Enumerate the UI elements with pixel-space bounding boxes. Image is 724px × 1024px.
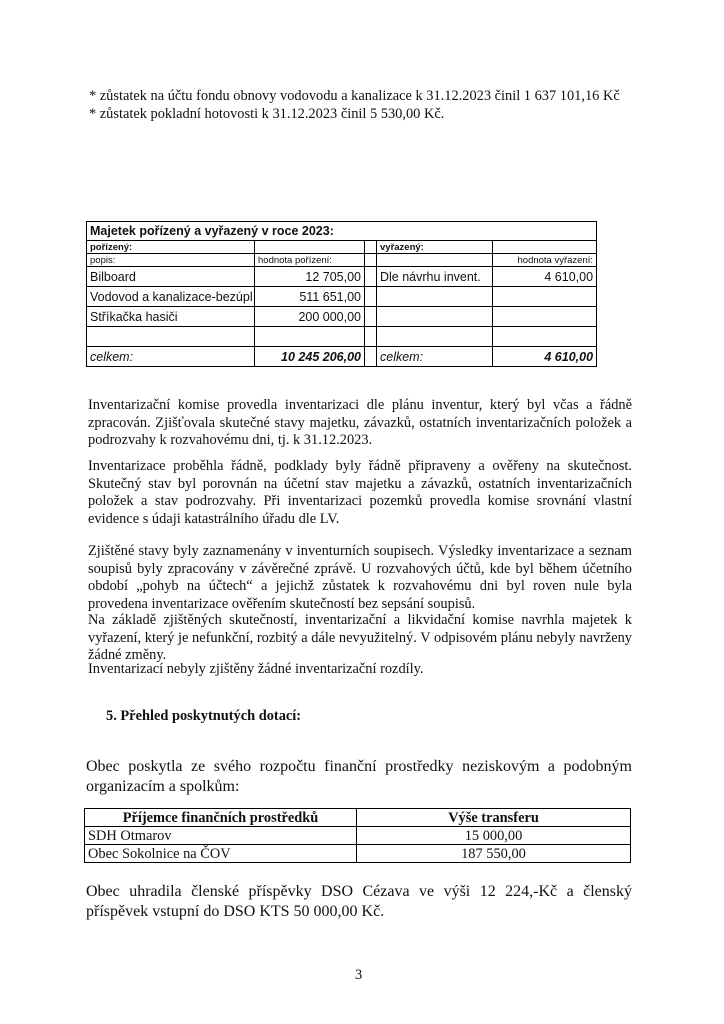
total-acquired: 10 245 206,00 bbox=[255, 347, 365, 367]
row-disp-value: 4 610,00 bbox=[493, 267, 597, 287]
asset-table-group-row bbox=[87, 241, 597, 254]
row-disp-desc bbox=[377, 307, 493, 327]
total-label: celkem: bbox=[87, 347, 255, 367]
acquired-label: pořízený: bbox=[87, 241, 255, 254]
col-amount-header: Výše transferu bbox=[357, 809, 631, 827]
row-value: 200 000,00 bbox=[255, 307, 365, 327]
row-value: 12 705,00 bbox=[255, 267, 365, 287]
table-row bbox=[87, 307, 597, 327]
asset-table-title-row bbox=[87, 222, 597, 241]
paragraph-inventory-result: Inventarizace proběhla řádně, podklady byly řádně připraveny a ověřeny na skutečnost. Skutečný stav byl porovnán na účetní stav majetku a závazků, ostatních inventarizačních položek a stav podrozvahy. Při inventarizaci pozemků provedla komise srovnání vlastní evidence s údaji katastrálního úřadu dle LV. bbox=[88, 458, 632, 527]
paragraph-disposal-proposal: Na základě zjištěných skutečností, inventarizační a likvidační komise navrhla majetek k vyřazení, který je nefunkční, rozbitý a dále nevyužitelný. V odpisovém plánu nebyly navrženy žádné změny. bbox=[88, 612, 632, 663]
row-disp-value bbox=[493, 287, 597, 307]
grant-recipient: Obec Sokolnice na ČOV bbox=[85, 845, 357, 863]
asset-table-title: Majetek pořízený a vyřazený v roce 2023: bbox=[87, 222, 597, 241]
table-row bbox=[85, 827, 631, 845]
row-disp-desc bbox=[377, 287, 493, 307]
row-desc: Vodovod a kanalizace-bezúpl bbox=[87, 287, 255, 307]
grants-table-header bbox=[85, 809, 631, 827]
section-5-heading: 5. Přehled poskytnutých dotací: bbox=[106, 708, 302, 724]
asset-table-total-row bbox=[87, 347, 597, 367]
row-desc: Bilboard bbox=[87, 267, 255, 287]
paragraph-no-differences: Inventarizací nebyly zjištěny žádné inventarizační rozdíly. bbox=[88, 661, 424, 677]
col-recipient-header: Příjemce finančních prostředků bbox=[85, 809, 357, 827]
paragraph-inventory-records: Zjištěné stavy byly zaznamenány v inventurních soupisech. Výsledky inventarizace a seznam soupisů byly zpracovány v závěrečné zprávě. U rozvahových účtů, kde byl během účetního období „pohyb na účtech“ a jejichž zůstatek k rozvahovému dni byl roven nule byla provedena inventarizace ověřením skutečností bez sepsání soupisů. bbox=[88, 543, 632, 612]
bullet-water-fund: * zůstatek na účtu fondu obnovy vodovodu a kanalizace k 31.12.2023 činil 1 637 101,16 Kč bbox=[89, 88, 620, 104]
asset-table-header-row bbox=[87, 254, 597, 267]
total-disposed-label: celkem: bbox=[377, 347, 493, 367]
row-value bbox=[255, 327, 365, 347]
grant-recipient: SDH Otmarov bbox=[85, 827, 357, 845]
col-disp-value-header: hodnota vyřazení: bbox=[493, 254, 597, 267]
table-row bbox=[87, 287, 597, 307]
grants-table bbox=[84, 808, 631, 863]
total-disposed: 4 610,00 bbox=[493, 347, 597, 367]
col-acq-value-header: hodnota pořízení: bbox=[255, 254, 365, 267]
col-desc-header: popis: bbox=[87, 254, 255, 267]
grants-intro: Obec poskytla ze svého rozpočtu finanční prostředky neziskovým a podobným organizacím a spolkům: bbox=[86, 758, 632, 795]
row-disp-desc: Dle návrhu invent. bbox=[377, 267, 493, 287]
row-desc: Stříkačka hasiči bbox=[87, 307, 255, 327]
table-row bbox=[87, 267, 597, 287]
row-disp-value bbox=[493, 307, 597, 327]
row-disp-value bbox=[493, 327, 597, 347]
table-row bbox=[85, 845, 631, 863]
page-number: 3 bbox=[355, 967, 363, 983]
membership-fees-paragraph: Obec uhradila členské příspěvky DSO Cézava ve výši 12 224,-Kč a členský příspěvek vstupní do DSO KTS 50 000,00 Kč. bbox=[86, 883, 632, 920]
grant-amount: 187 550,00 bbox=[357, 845, 631, 863]
grant-amount: 15 000,00 bbox=[357, 827, 631, 845]
paragraph-inventory-commission: Inventarizační komise provedla inventarizaci dle plánu inventur, který byl včas a řádně zpracován. Zjišťovala skutečné stavy majetku, závazků, ostatních inventarizačních položek a podrozvahy k rozvahovému dni, tj. k 31.12.2023. bbox=[88, 397, 632, 448]
asset-table bbox=[86, 221, 597, 367]
table-row bbox=[87, 327, 597, 347]
disposed-label: vyřazený: bbox=[377, 241, 493, 254]
row-value: 511 651,00 bbox=[255, 287, 365, 307]
bullet-cash-balance: * zůstatek pokladní hotovosti k 31.12.2023 činil 5 530,00 Kč. bbox=[89, 106, 445, 122]
row-desc bbox=[87, 327, 255, 347]
row-disp-desc bbox=[377, 327, 493, 347]
